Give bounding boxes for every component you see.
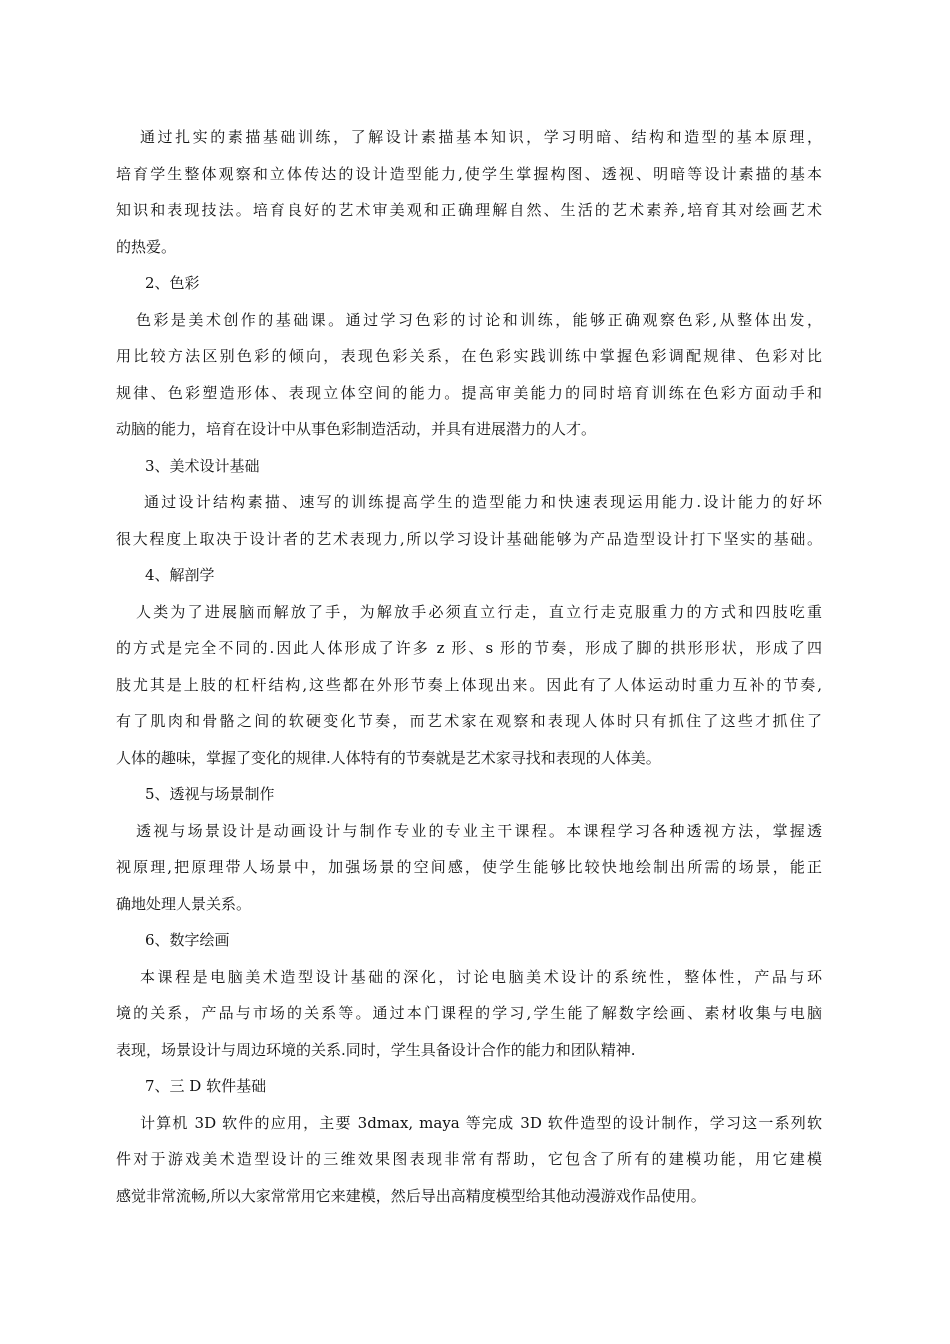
paragraph-line: 的方式是完全不同的.因此人体形成了许多 z 形、s 形的节奏，形成了脚的拱形形状，形成了四 <box>116 639 822 657</box>
paragraph-line: 感觉非常流畅,所以大家常常用它来建模，然后导出高精度模型给其他动漫游戏作品使用。 <box>116 1186 706 1205</box>
paragraph-line: 通过设计结构素描、速写的训练提高学生的造型能力和快速表现运用能力.设计能力的好坏 <box>144 493 822 511</box>
section-heading: 5、透视与场景制作 <box>145 785 275 803</box>
paragraph-line: 表现，场景设计与周边环境的关系.同时，学生具备设计合作的能力和团队精神. <box>116 1040 636 1059</box>
paragraph-line: 计算机 3D 软件的应用，主要 3dmax, maya 等完成 3D 软件造型的设计制作，学习这一系列软 <box>140 1113 822 1132</box>
paragraph-line: 人类为了进展脑而解放了手，为解放手必须直立行走，直立行走克服重力的方式和四肢吃重 <box>136 602 822 621</box>
paragraph-line: 肢尤其是上肢的杠杆结构,这些都在外形节奏上体现出来。因此有了人体运动时重力互补的节奏, <box>116 675 822 694</box>
document-body <box>116 119 822 1214</box>
paragraph-line: 的热爱。 <box>116 237 177 256</box>
paragraph-line: 人体的趣味，掌握了变化的规律.人体特有的节奏就是艺术家寻找和表现的人体美。 <box>116 748 661 767</box>
paragraph-line: 规律、色彩塑造形体、表现立体空间的能力。提高审美能力的同时培育训练在色彩方面动手和 <box>116 383 822 402</box>
paragraph-line: 境的关系，产品与市场的关系等。通过本门课程的学习,学生能了解数字绘画、素材收集与电脑 <box>116 1004 822 1022</box>
paragraph-line: 培育学生整体观察和立体传达的设计造型能力,使学生掌握构图、透视、明暗等设计素描的基本 <box>116 164 822 183</box>
paragraph-line: 通过扎实的素描基础训练，了解设计素描基本知识，学习明暗、结构和造型的基本原理， <box>140 128 822 146</box>
paragraph-line: 知识和表现技法。培育良好的艺术审美观和正确理解自然、生活的艺术素养,培育其对绘画艺术 <box>116 201 822 219</box>
paragraph-line: 件对于游戏美术造型设计的三维效果图表现非常有帮助，它包含了所有的建模功能，用它建模 <box>116 1150 822 1168</box>
paragraph-line: 确地处理人景关系。 <box>116 894 252 913</box>
paragraph-line: 色彩是美术创作的基础课。通过学习色彩的讨论和训练，能够正确观察色彩,从整体出发， <box>136 310 822 329</box>
paragraph-line: 很大程度上取决于设计者的艺术表现力,所以学习设计基础能够为产品造型设计打下坚实的基础。 <box>116 529 822 548</box>
section-heading: 4、解剖学 <box>145 566 215 584</box>
section-heading: 6、数字绘画 <box>145 931 230 949</box>
section-heading: 2、色彩 <box>145 274 200 292</box>
paragraph-line: 有了肌肉和骨骼之间的软硬变化节奏，而艺术家在观察和表现人体时只有抓住了这些才抓住了 <box>116 712 822 730</box>
paragraph-line: 视原理,把原理带人场景中，加强场景的空间感，使学生能够比较快地绘制出所需的场景，能正 <box>116 858 822 876</box>
paragraph-line: 用比较方法区别色彩的倾向，表现色彩关系，在色彩实践训练中掌握色彩调配规律、色彩对比 <box>116 347 822 365</box>
paragraph-line: 透视与场景设计是动画设计与制作专业的专业主干课程。本课程学习各种透视方法，掌握透 <box>136 821 822 840</box>
section-heading: 7、三 D 软件基础 <box>145 1077 267 1095</box>
paragraph-line: 本课程是电脑美术造型设计基础的深化，讨论电脑美术设计的系统性，整体性，产品与环 <box>140 967 822 986</box>
section-heading: 3、美术设计基础 <box>145 456 260 475</box>
paragraph-line: 动脑的能力，培育在设计中从事色彩制造活动，并具有进展潜力的人才。 <box>116 420 597 438</box>
